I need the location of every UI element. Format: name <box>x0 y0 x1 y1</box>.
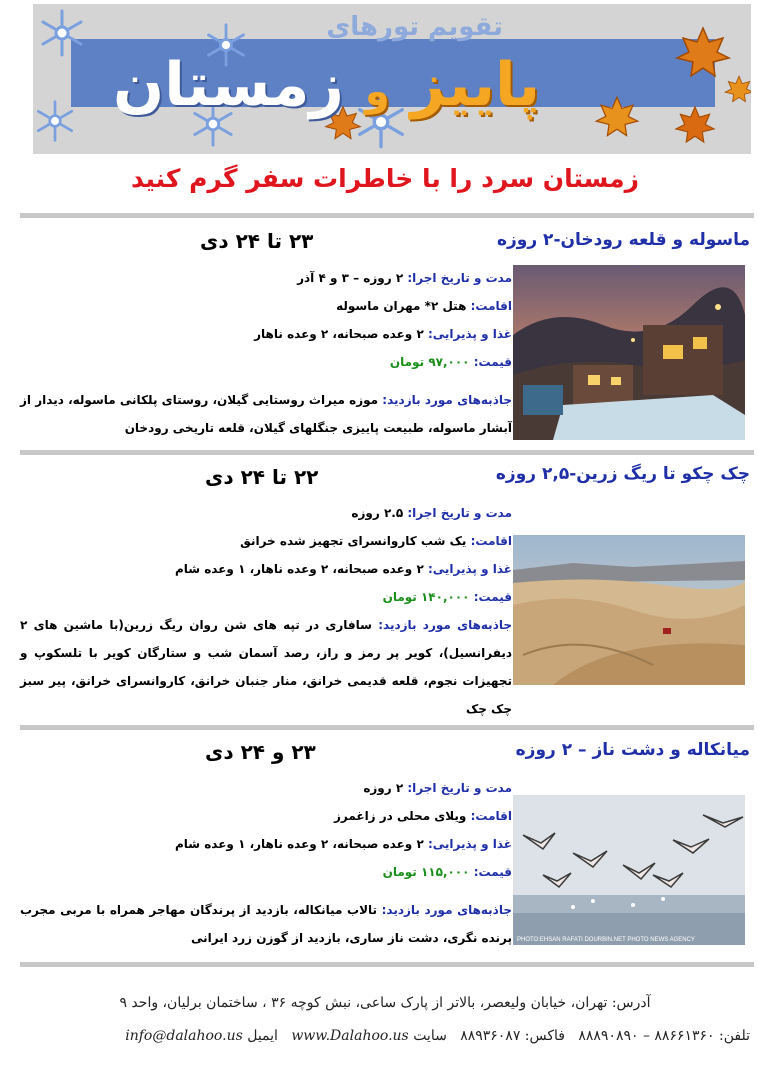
price-label: قیمت: <box>473 865 512 879</box>
duration-value: ۲ روزه – ۳ و ۴ آذر <box>297 271 404 285</box>
price-value: ۹۷,۰۰۰ تومان <box>389 355 470 369</box>
divider <box>20 450 754 455</box>
title-and: و <box>364 69 390 115</box>
divider <box>20 962 754 967</box>
banner-title <box>113 50 540 120</box>
stay-value: ویلای محلی در زاغمرز <box>333 809 467 823</box>
footer-fax: فاکس: ۸۸۹۳۶۰۸۷ <box>460 1028 565 1044</box>
attractions-label: جاذبه‌های مورد بازدید: <box>378 618 513 632</box>
duration-label: مدت و تاریخ اجرا: <box>407 781 512 795</box>
attractions-label: جاذبه‌های مورد بازدید: <box>381 903 512 917</box>
food-value: ۲ وعده صبحانه، ۲ وعده ناهار <box>254 327 424 341</box>
duration-label: مدت و تاریخ اجرا: <box>407 506 512 520</box>
stay-label: اقامت: <box>470 534 512 548</box>
maple-leaf-icon <box>723 74 751 106</box>
price-value: ۱۴۰,۰۰۰ تومان <box>382 590 470 604</box>
tour-date: ۲۳ و ۲۴ دی <box>205 740 316 764</box>
tour-title: چک چکو تا ریگ زرین-۲,۵ روزه <box>495 464 750 484</box>
attractions-value: سافاری در تپه های شن روان ریگ زرین(با ماشین های ۲ دیفرانسیل)، کویر پر رمز و راز، رصد آسمان شب و ستارگان کویر با تلسکوپ و تجهیزات نجوم، قلعه قدیمی خرانق، منار جنبان خرانق، کاروانسرای خرانق، پیر سبز چک چک <box>20 618 512 716</box>
stay-value: یک شب کاروانسرای تجهیز شده خرانق <box>240 534 467 548</box>
tour-date: ۲۳ تا ۲۴ دی <box>200 229 314 253</box>
tour-details <box>20 499 512 723</box>
footer-email-label: ایمیل <box>247 1028 278 1044</box>
maple-leaf-icon <box>673 104 717 148</box>
snowflake-icon <box>33 99 77 143</box>
footer-contact <box>20 1028 750 1044</box>
footer-address: آدرس: تهران، خیابان ولیعصر، بالاتر از پارک ساعی، نبش کوچه ۳۶ ، ساختمان برلیان، واحد ۹ <box>119 995 651 1011</box>
title-autumn: پاییز <box>410 50 541 120</box>
duration-value: ۲ روزه <box>363 781 404 795</box>
village-night-photo <box>513 265 745 440</box>
price-label: قیمت: <box>473 590 512 604</box>
flamingo-lagoon-photo <box>513 795 745 945</box>
food-value: ۲ وعده صبحانه، ۲ وعده ناهار، ۱ وعده شام <box>174 837 424 851</box>
tour-title: میانکاله و دشت ناز – ۲ روزه <box>515 740 750 760</box>
title-winter: زمستان <box>113 50 344 120</box>
duration-value: ۲.۵ روزه <box>351 506 404 520</box>
price-value: ۱۱۵,۰۰۰ تومان <box>382 865 470 879</box>
tour-date: ۲۲ تا ۲۴ دی <box>205 465 319 489</box>
divider <box>20 725 754 730</box>
stay-label: اقامت: <box>470 299 512 313</box>
photo-caption: PHOTO:EHSAN RAFATI DOURBIN.NET PHOTO NEWS AGENCY <box>517 937 695 943</box>
footer-phone: تلفن: ۸۸۶۶۱۳۶۰ – ۸۸۸۹۰۸۹۰ <box>578 1028 750 1044</box>
tour-title: ماسوله و قلعه رودخان-۲ روزه <box>496 230 750 250</box>
tour-details <box>20 264 512 442</box>
footer-email-link[interactable]: info@dalahoo.us <box>125 1028 243 1044</box>
attractions-value: تالاب میانکاله، بازدید از پرندگان مهاجر همراه با مربی مجرب پرنده نگری، دشت ناز ساری، بازدید از گوزن زرد ایرانی <box>20 903 512 945</box>
food-label: غذا و پذیرایی: <box>427 837 512 851</box>
footer-site-label: سایت <box>413 1028 447 1044</box>
food-value: ۲ وعده صبحانه، ۲ وعده ناهار، ۱ وعده شام <box>174 562 424 576</box>
price-label: قیمت: <box>473 355 512 369</box>
maple-leaf-icon <box>593 94 641 142</box>
footer-site-link[interactable]: www.Dalahoo.us <box>291 1028 409 1044</box>
snowflake-icon <box>37 8 87 58</box>
slogan: زمستان سرد را با خاطرات سفر گرم کنید <box>131 164 639 193</box>
divider <box>20 213 754 218</box>
food-label: غذا و پذیرایی: <box>427 327 512 341</box>
food-label: غذا و پذیرایی: <box>427 562 512 576</box>
stay-label: اقامت: <box>470 809 512 823</box>
stay-value: هتل ۲* مهران ماسوله <box>336 299 467 313</box>
header-banner <box>33 4 751 154</box>
attractions-value: موزه میراث روستایی گیلان، روستای پلکانی ماسوله، دیدار از آبشار ماسوله، طبیعت پاییزی جنگلهای گیلان، قلعه تاریخی رودخان <box>20 393 512 435</box>
duration-label: مدت و تاریخ اجرا: <box>407 271 512 285</box>
tour-details <box>20 774 512 952</box>
desert-dunes-photo <box>513 535 745 685</box>
banner-subtitle: تقویم تورهای <box>326 12 503 42</box>
attractions-label: جاذبه‌های مورد بازدید: <box>382 393 512 407</box>
